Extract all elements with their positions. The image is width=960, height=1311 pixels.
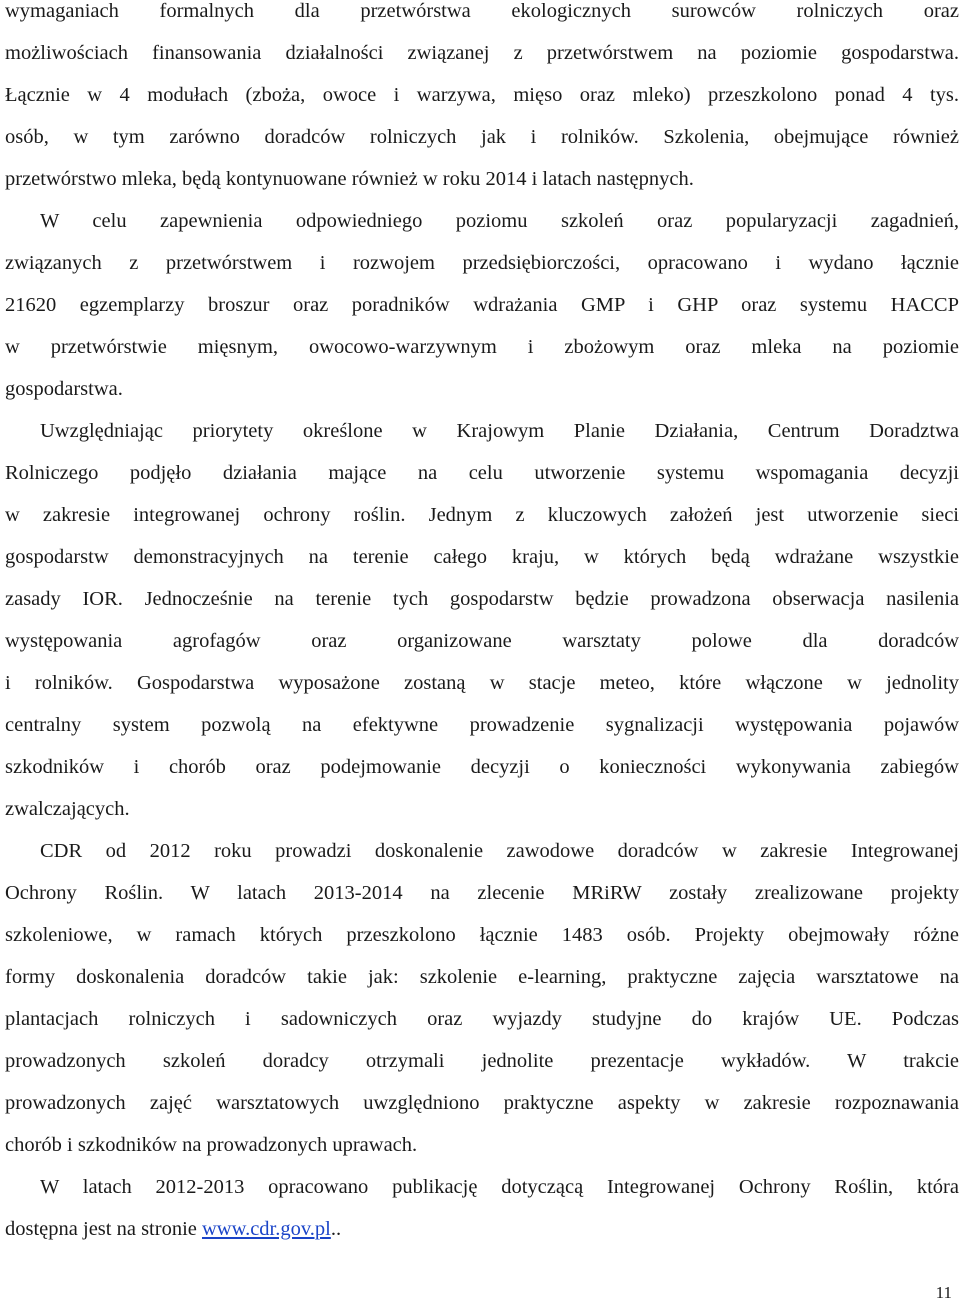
text-line: W celu zapewnienia odpowiedniego poziomu szkoleń oraz popularyzacji zagadnień, <box>40 210 959 232</box>
text-line: formy doskonalenia doradców takie jak: szkolenie e-learning, praktyczne zajęcia warsztatowe na <box>5 966 959 988</box>
text-line: 21620 egzemplarzy broszur oraz poradników wdrażania GMP i GHP oraz systemu HACCP <box>5 294 959 316</box>
text-line: występowania agrofagów oraz organizowane warsztaty polowe dla doradców <box>5 630 959 652</box>
text-line: w przetwórstwie mięsnym, owocowo-warzywnym i zbożowym oraz mleka na poziomie <box>5 336 959 358</box>
link-prefix: dostępna jest na stronie <box>5 1218 202 1240</box>
cdr-website-link[interactable]: www.cdr.gov.pl <box>201 1218 331 1240</box>
text-line: W latach 2012-2013 opracowano publikację dotyczącą Integrowanej Ochrony Roślin, która <box>40 1176 959 1198</box>
text-line: szkodników i chorób oraz podejmowanie decyzji o konieczności wykonywania zabiegów <box>5 756 959 778</box>
text-line: Uwzględniając priorytety określone w Krajowym Planie Działania, Centrum Doradztwa <box>40 420 959 442</box>
text-line: osób, w tym zarówno doradców rolniczych jak i rolników. Szkolenia, obejmujące również <box>5 126 959 148</box>
text-line: zasady IOR. Jednocześnie na terenie tych gospodarstw będzie prowadzona obserwacja nasilenia <box>5 588 959 610</box>
text-line: możliwościach finansowania działalności związanej z przetwórstwem na poziomie gospodarstwa. <box>5 42 959 64</box>
text-line: gospodarstw demonstracyjnych na terenie całego kraju, w których będą wdrażane wszystkie <box>5 546 959 568</box>
text-line: szkoleniowe, w ramach których przeszkolono łącznie 1483 osób. Projekty obejmowały różne <box>5 924 959 946</box>
text-line: wymaganiach formalnych dla przetwórstwa ekologicznych surowców rolniczych oraz <box>5 0 959 22</box>
text-line: i rolników. Gospodarstwa wyposażone zostaną w stacje meteo, które włączone w jednolity <box>5 672 959 694</box>
text-line: zwalczających. <box>5 798 130 820</box>
text-line: w zakresie integrowanej ochrony roślin. Jednym z kluczowych założeń jest utworzenie sieci <box>5 504 959 526</box>
text-line: związanych z przetwórstwem i rozwojem przedsiębiorczości, opracowano i wydano łącznie <box>5 252 959 274</box>
page-number: 11 <box>935 1283 952 1302</box>
text-line: Rolniczego podjęło działania mające na celu utworzenie systemu wspomagania decyzji <box>5 462 959 484</box>
link-suffix: .. <box>330 1218 342 1240</box>
text-line: prowadzonych szkoleń doradcy otrzymali jednolite prezentacje wykładów. W trakcie <box>5 1050 959 1072</box>
text-line: przetwórstwo mleka, będą kontynuowane również w roku 2014 i latach następnych. <box>5 168 694 190</box>
text-line: centralny system pozwolą na efektywne prowadzenie sygnalizacji występowania pojawów <box>5 714 959 736</box>
text-line: Ochrony Roślin. W latach 2013-2014 na zlecenie MRiRW zostały zrealizowane projekty <box>5 882 959 904</box>
text-line: gospodarstwa. <box>5 378 123 400</box>
text-line: plantacjach rolniczych i sadowniczych oraz wyjazdy studyjne do krajów UE. Podczas <box>5 1008 959 1030</box>
text-line: Łącznie w 4 modułach (zboża, owoce i warzywa, mięso oraz mleko) przeszkolono ponad 4 tys. <box>5 84 959 106</box>
text-line: CDR od 2012 roku prowadzi doskonalenie zawodowe doradców w zakresie Integrowanej <box>40 840 959 862</box>
text-line-with-link <box>5 1208 959 1250</box>
text-line: prowadzonych zajęć warsztatowych uwzględniono praktyczne aspekty w zakresie rozpoznawania <box>5 1092 959 1114</box>
text-line: chorób i szkodników na prowadzonych uprawach. <box>5 1134 418 1156</box>
document-page <box>5 0 959 1250</box>
